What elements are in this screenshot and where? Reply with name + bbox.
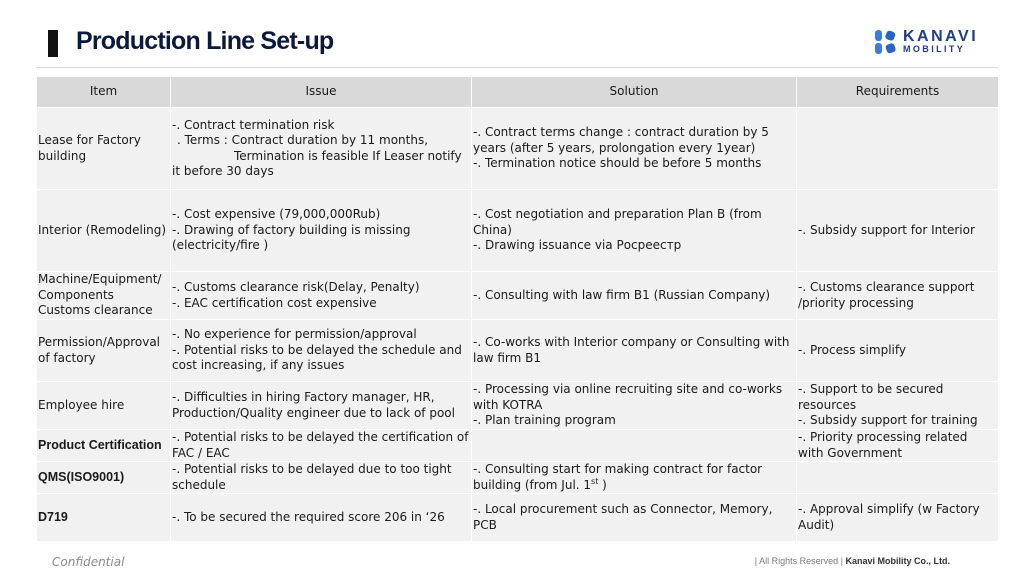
- column-header: Solution: [472, 77, 797, 108]
- requirements-cell: [797, 108, 999, 190]
- issue-cell: -. Potential risks to be delayed the certification of FAC / EAC: [171, 430, 472, 462]
- solution-cell: [472, 462, 797, 494]
- requirements-cell: -. Subsidy support for Interior: [797, 190, 999, 272]
- solution-cell: [472, 430, 797, 462]
- page-title: Production Line Set-up: [76, 27, 334, 55]
- issue-cell: [171, 108, 472, 190]
- item-cell: D719: [37, 494, 171, 542]
- table-header-row: [37, 77, 999, 108]
- table-row: [37, 190, 999, 272]
- requirements-line: -. Subsidy support for training: [798, 413, 978, 428]
- logo-subtext: MOBILITY: [903, 44, 966, 54]
- solution-cell: [472, 382, 797, 430]
- issue-line: Termination is feasible If Leaser notify: [234, 148, 462, 163]
- table-row: [37, 320, 999, 382]
- solution-line: -. Cost negotiation and preparation Plan B (from China): [473, 207, 762, 237]
- table-row: [37, 382, 999, 430]
- solution-line: -. Termination notice should be before 5 months: [473, 156, 762, 171]
- logo-wordmark: KANAVI: [903, 28, 979, 45]
- solution-cell: -. Consulting with law firm B1 (Russian Company): [472, 272, 797, 320]
- table-row: [37, 494, 999, 542]
- production-setup-table: [36, 76, 999, 542]
- requirements-cell: [797, 382, 999, 430]
- solution-cell: [472, 108, 797, 190]
- header-divider: [36, 67, 998, 68]
- solution-text: -. Consulting start for making contract for factor building (from Jul. 1: [473, 462, 763, 492]
- solution-line: -. Contract terms change : contract duration by 5 years (after 5 years, prolongation every 1year): [473, 125, 769, 155]
- copyright-prefix: | All Rights Reserved |: [754, 556, 843, 566]
- column-header: Item: [37, 77, 171, 108]
- issue-line: -. No experience for permission/approval: [172, 327, 417, 342]
- item-cell: Product Certification: [37, 430, 171, 462]
- item-cell: Machine/Equipment/ Components Customs clearance: [37, 272, 171, 320]
- solution-cell: [472, 190, 797, 272]
- issue-line: -. Cost expensive (79,000,000Rub): [172, 207, 381, 222]
- item-cell: QMS(ISO9001): [37, 462, 171, 494]
- column-header: Issue: [171, 77, 472, 108]
- solution-text-end: ): [598, 477, 607, 492]
- item-cell: Permission/Approval of factory: [37, 320, 171, 382]
- issue-line: . Terms : Contract duration by 11 months,: [177, 133, 429, 147]
- solution-line: -. Processing via online recruiting site and co-works with KOTRA: [473, 382, 783, 412]
- table-row: [37, 462, 999, 494]
- issue-line: -. Potential risks to be delayed the schedule and cost increasing, if any issues: [172, 342, 462, 373]
- company-logo: [874, 29, 978, 55]
- requirements-cell: -. Approval simplify (w Factory Audit): [797, 494, 999, 542]
- requirements-cell: -. Process simplify: [797, 320, 999, 382]
- issue-cell: [171, 272, 472, 320]
- issue-line: -. Drawing of factory building is missing (electricity/fire ): [172, 222, 411, 253]
- item-cell: Employee hire: [37, 382, 171, 430]
- kanavi-logo-icon: [874, 29, 896, 55]
- issue-cell: [171, 190, 472, 272]
- copyright-notice: [755, 556, 950, 566]
- company-name: Kanavi Mobility Co., Ltd.: [845, 556, 950, 566]
- title-accent-bar: [48, 30, 58, 57]
- issue-cell: -. Difficulties in hiring Factory manager, HR, Production/Quality engineer due to lack of pool: [171, 382, 472, 430]
- requirements-cell: -. Priority processing related with Government: [797, 430, 999, 462]
- issue-line: it before 30 days: [172, 164, 274, 178]
- solution-cell: -. Local procurement such as Connector, Memory, PCB: [472, 494, 797, 542]
- requirements-line: -. Support to be secured resources: [798, 382, 944, 412]
- requirements-cell: [797, 462, 999, 494]
- table-row: [37, 108, 999, 190]
- item-cell: Interior (Remodeling): [37, 190, 171, 272]
- table-row: [37, 430, 999, 462]
- solution-cell: -. Co-works with Interior company or Consulting with law firm B1: [472, 320, 797, 382]
- confidential-label: Confidential: [52, 555, 125, 569]
- issue-cell: -. To be secured the required score 206 in ‘26: [171, 494, 472, 542]
- ordinal-suffix: st: [591, 476, 599, 486]
- solution-line: -. Plan training program: [473, 413, 616, 428]
- issue-line: -. Contract termination risk: [172, 117, 335, 132]
- column-header: Requirements: [797, 77, 999, 108]
- issue-cell: [171, 320, 472, 382]
- item-cell: Lease for Factory building: [37, 108, 171, 190]
- issue-line: -. Customs clearance risk(Delay, Penalty): [172, 280, 420, 294]
- solution-line: -. Drawing issuance via Росреестр: [473, 238, 682, 253]
- issue-line: -. EAC certification cost expensive: [172, 295, 377, 310]
- requirements-cell: -. Customs clearance support /priority processing: [797, 272, 999, 320]
- issue-cell: -. Potential risks to be delayed due to too tight schedule: [171, 462, 472, 494]
- table-row: [37, 272, 999, 320]
